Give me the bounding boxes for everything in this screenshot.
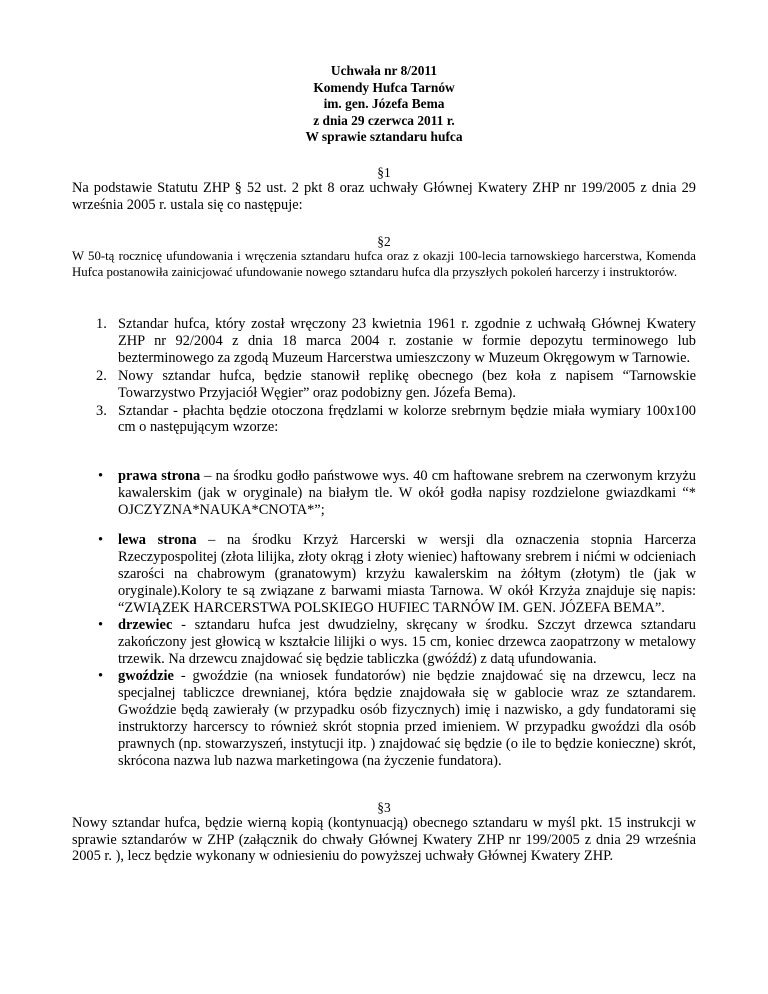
list-item bbox=[96, 402, 696, 437]
bullet-term: drzewiec bbox=[118, 617, 173, 633]
list-item bbox=[96, 367, 696, 402]
bullet-icon: • bbox=[98, 532, 104, 548]
list-item-text: Sztandar - płachta będzie otoczona frędzlami w kolorze srebrnym będzie miała wymiary 100x100 cm o następującym wzorze: bbox=[118, 402, 696, 436]
list-item-text: Sztandar hufca, który został wręczony 23 kwietnia 1961 r. zgodnie z uchwałą Głównej Kwatery ZHP nr 92/2004 z dnia 18 marca 2004 r. zostanie w formie depozytu terminowego lub bezterminowego za zgodą Muzeum Harcerstwa umieszczony w Muzeum Okręgowym w Tarnowie. bbox=[118, 316, 696, 366]
bullet-text: – na środku Krzyż Harcerski w wersji dla oznaczenia stopnia Harcerza Rzeczypospolitej (złota lilijka, złoty okrąg i złoty wieniec) haftowany srebrem i nićmi w odcieniach szarości na chabrowym (granatowym) krzyżu kawalerskim na żółtym (złotym) tle (jak w oryginale).Kolory te są związane z barwami miasta Tarnowa. W okół Krzyża znajduje się napis: “ZWIĄZEK HARCERSTWA POLSKIEGO HUFIEC TARNÓW IM. GEN. JÓZEFA BEMA”. bbox=[118, 532, 696, 616]
resolution-number: Uchwała nr 8/2011 bbox=[330, 63, 438, 78]
list-item-text: Nowy sztandar hufca, będzie stanowił replikę obecnego (bez koła z napisem “Tarnowskie Towarzystwo Przyjaciół Węgier” oraz podobizny gen. Józefa Bema). bbox=[118, 367, 696, 401]
section-2-text: W 50-tą rocznicę ufundowania i wręczenia sztandaru hufca oraz z okazji 100-lecia tarnowskiego harcerstwa, Komenda Hufca postanowiła zainicjować ufundowanie nowego sztandaru hufca dla przyszłych pokoleń harcerzy i instruktorów. bbox=[72, 249, 696, 279]
bullet-item-pole bbox=[98, 617, 696, 668]
bullet-icon: • bbox=[98, 617, 104, 633]
bullet-spacer bbox=[118, 519, 696, 532]
list-item-number: 3. bbox=[96, 402, 107, 419]
section-1-mark: §1 bbox=[377, 165, 391, 180]
bullet-icon: • bbox=[98, 668, 104, 684]
numbered-list bbox=[96, 316, 696, 437]
section-3-text: Nowy sztandar hufca, będzie wierną kopią (kontynuacją) obecnego sztandaru w myśl pkt. 15 instrukcji w sprawie sztandarów w ZHP (załącznik do chwały Głównej Kwatery ZHP nr 199/2005 z dnia 29 września 2005 r. ), lecz będzie wykonany w odniesieniu do powyższej uchwały Głównej Kwatery ZHP. bbox=[72, 815, 696, 865]
bullet-item-right-side bbox=[98, 468, 696, 519]
list-item-number: 1. bbox=[96, 316, 107, 332]
bullet-text: - gwoździe (na wniosek fundatorów) nie będzie znajdować się na drzewcu, lecz na specjalnej tabliczce drewnianej, która będzie znajdowała się w gablocie wraz ze sztandarem. Gwoździe będą zawierały (w przypadku osób fizycznych) imię i nazwisko, a gdy fundatorami się instruktorzy harcerscy to również skrót stopnia przed imieniem. W przypadku gwoździ dla osób prawnych (np. stowarzyszeń, instytucji itp. ) znajdować się będzie (o ile to będzie konieczne) skrót, skrócona nazwa lub nazwa marketingowa (na życzenie fundatora). bbox=[118, 668, 696, 769]
bullet-text: - sztandaru hufca jest dwudzielny, skręcany w środku. Szczyt drzewca sztandaru zakończony jest głowicą w kształcie lilijki o wys. 15 cm, koniec drzewca zaopatrzony w metalowy trzewik. Na drzewcu znajdować się będzie tabliczka (gwóźdź) z datą ufundowania. bbox=[118, 617, 696, 667]
issuing-body: Komendy Hufca Tarnów bbox=[313, 79, 455, 95]
section-1-text: Na podstawie Statutu ZHP § 52 ust. 2 pkt 8 oraz uchwały Głównej Kwatery ZHP nr 199/2005 z dnia 29 września 2005 r. ustala się co następuje: bbox=[72, 180, 696, 213]
bullet-term: lewa strona bbox=[118, 532, 197, 548]
bullet-list bbox=[98, 468, 696, 770]
document-header bbox=[0, 63, 768, 146]
list-item bbox=[96, 316, 696, 367]
resolution-date: z dnia 29 czerwca 2011 r. bbox=[313, 112, 455, 128]
bullet-term: prawa strona bbox=[118, 468, 201, 484]
patron-name: im. gen. Józefa Bema bbox=[323, 96, 445, 111]
bullet-item-left-side bbox=[98, 532, 696, 617]
section-2-mark: §2 bbox=[377, 234, 391, 249]
bullet-term: gwoździe bbox=[118, 668, 174, 684]
bullet-item-nails bbox=[98, 668, 696, 770]
resolution-subject: W sprawie sztandaru hufca bbox=[305, 129, 463, 144]
section-3-mark: §3 bbox=[377, 800, 391, 815]
bullet-icon: • bbox=[98, 468, 104, 484]
list-item-number: 2. bbox=[96, 367, 107, 384]
bullet-text: – na środku godło państwowe wys. 40 cm haftowane srebrem na czerwonym krzyżu kawalerskim (jak w oryginale) na białym tle. W okół godła napisy rozdzielone gwiazdkami “* OJCZYZNA*NAUKA*CNOTA*”; bbox=[118, 468, 696, 518]
